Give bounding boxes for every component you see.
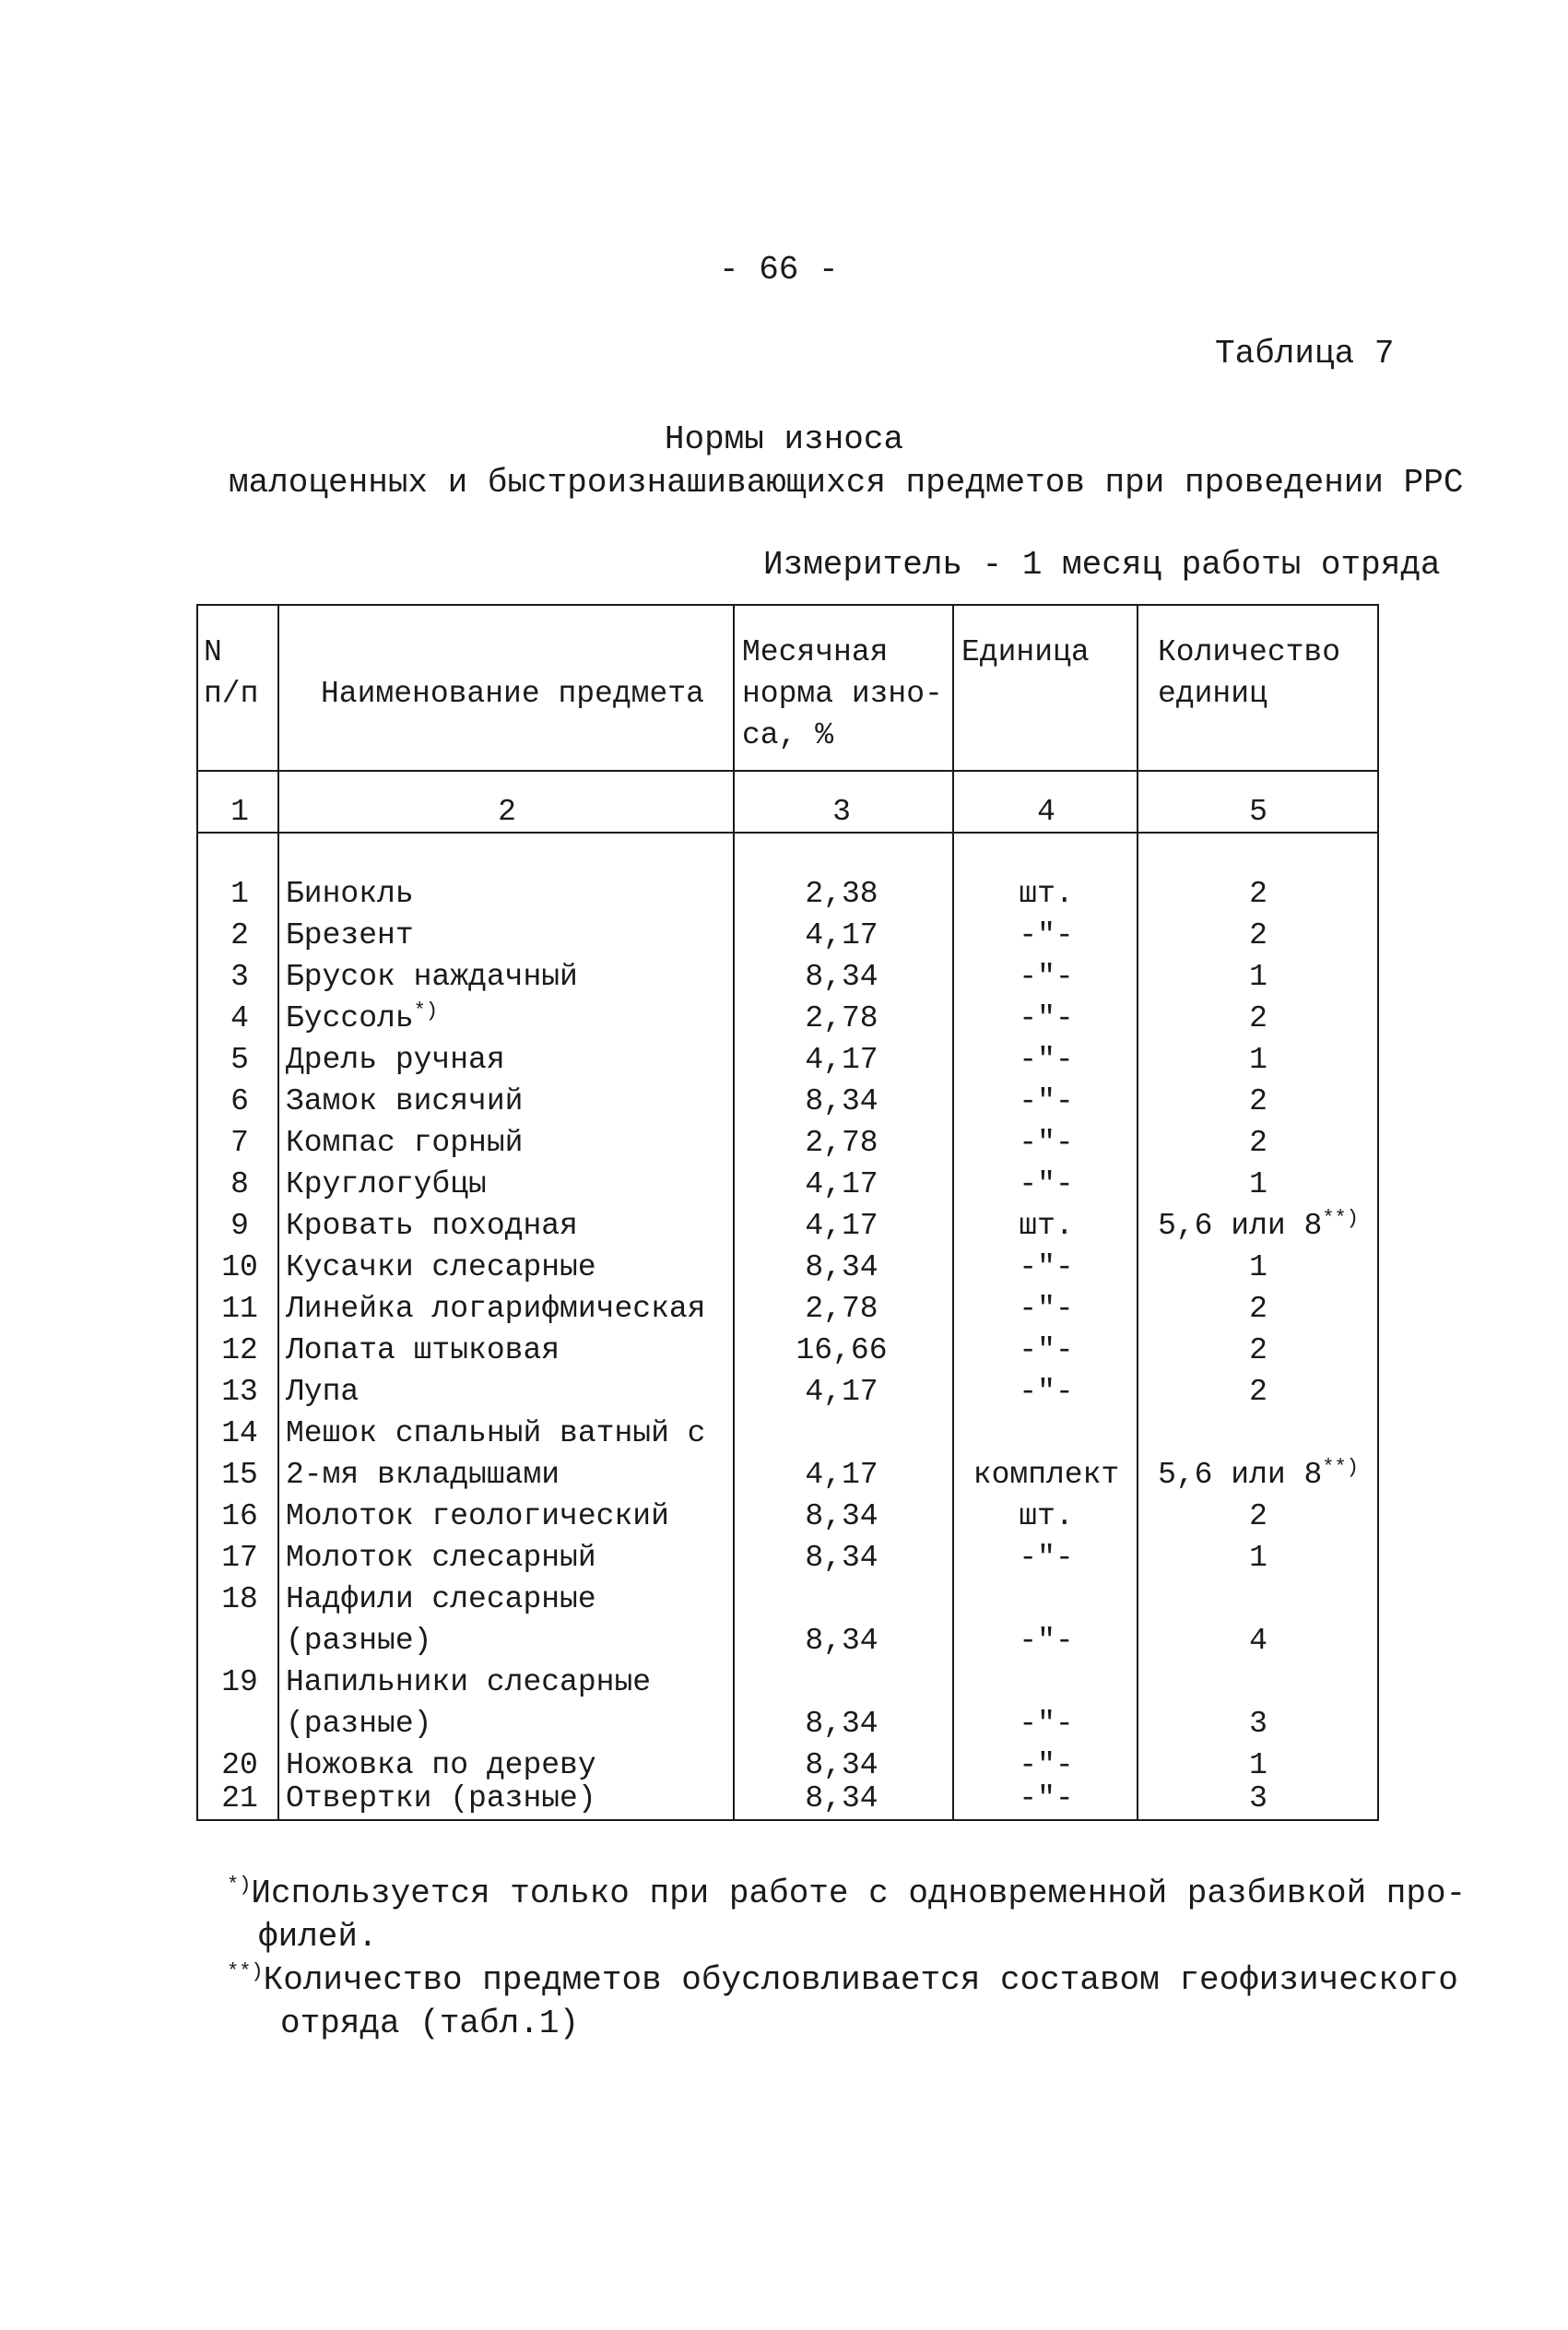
quantity: 3 [1249, 1781, 1267, 1816]
footnote-mark: **) [1322, 1456, 1359, 1479]
table-label: Таблица 7 [1215, 335, 1395, 373]
item-name: Замок висячий [286, 1084, 524, 1118]
monthly-norm: 4,17 [805, 918, 878, 952]
measure-unit-line: Измеритель - 1 месяц работы отряда [763, 546, 1441, 584]
unit: -"- [1019, 1084, 1074, 1118]
item-name: Отвертки (разные) [286, 1781, 596, 1816]
row-number: 13 [221, 1375, 258, 1409]
quantity: 1 [1249, 1250, 1267, 1284]
header-unit: Единица [961, 635, 1090, 669]
row-number: 2 [230, 918, 249, 952]
row-number: 3 [230, 960, 249, 994]
monthly-norm: 8,34 [805, 1250, 878, 1284]
row-number: 8 [230, 1167, 249, 1201]
table-row [196, 873, 1379, 915]
header-monthly-norm: Месячная норма изно- са, % [742, 635, 943, 752]
item-name: Кусачки слесарные [286, 1250, 596, 1284]
monthly-norm: 8,34 [805, 1624, 878, 1658]
monthly-norm: 4,17 [805, 1167, 878, 1201]
monthly-norm: 4,17 [805, 1043, 878, 1077]
monthly-norm: 4,17 [805, 1209, 878, 1243]
quantity-with-note [1139, 1205, 1377, 1247]
quantity: 2 [1249, 1375, 1267, 1409]
header-quantity: Количество единиц [1158, 635, 1341, 711]
quantity: 2 [1249, 918, 1267, 952]
table-row [196, 1247, 1379, 1288]
table-row [196, 1454, 1379, 1496]
table-title-line-1: Нормы износа [664, 420, 904, 458]
monthly-norm: 8,34 [805, 1084, 878, 1118]
row-number: 1 [230, 877, 249, 911]
column-number-1: 1 [230, 795, 249, 829]
footnote-mark: **) [227, 1960, 264, 1983]
table-row [196, 1778, 1379, 1819]
row-number: 9 [230, 1209, 249, 1243]
footnote-1 [227, 1872, 1466, 1915]
row-number: 4 [230, 1001, 249, 1035]
unit: шт. [1019, 1499, 1074, 1533]
unit: -"- [1019, 1126, 1074, 1160]
header-number: N п/п [204, 635, 259, 711]
item-name: (разные) [286, 1707, 432, 1741]
footnote-mark: *) [227, 1874, 252, 1897]
quantity: 4 [1249, 1624, 1267, 1658]
quantity: 1 [1249, 960, 1267, 994]
table-row [196, 1039, 1379, 1081]
item-name: Молоток геологический [286, 1499, 669, 1533]
table-title-line-2: малоценных и быстроизнашивающихся предметов при проведении РРС [229, 464, 1464, 502]
unit: комплект [973, 1458, 1120, 1492]
quantity: 5,6 или 8 [1158, 1209, 1323, 1243]
footnote-text: Количество предметов обусловливается составом геофизического [263, 1961, 1458, 1999]
unit: -"- [1019, 1781, 1074, 1816]
footnote-1-continuation: филей. [258, 1918, 378, 1956]
table-row [196, 1579, 1379, 1620]
row-number: 17 [221, 1541, 258, 1575]
item-name: Надфили слесарные [286, 1582, 596, 1616]
monthly-norm: 8,34 [805, 1781, 878, 1816]
row-number: 19 [221, 1665, 258, 1699]
table-border-bottom [196, 1819, 1379, 1821]
quantity: 1 [1249, 1748, 1267, 1782]
item-name: Линейка логарифмическая [286, 1292, 706, 1326]
row-number: 11 [221, 1292, 258, 1326]
footnote-mark: **) [1322, 1207, 1359, 1230]
unit: -"- [1019, 1043, 1074, 1077]
item-name: Брезент [286, 918, 414, 952]
quantity: 1 [1249, 1043, 1267, 1077]
monthly-norm: 2,38 [805, 877, 878, 911]
footnote-2 [227, 1958, 1458, 2002]
wear-norms-table [196, 604, 1379, 1821]
quantity: 2 [1249, 1126, 1267, 1160]
row-number: 16 [221, 1499, 258, 1533]
monthly-norm: 4,17 [805, 1458, 878, 1492]
row-number: 7 [230, 1126, 249, 1160]
unit: шт. [1019, 1209, 1074, 1243]
table-row [196, 1164, 1379, 1205]
row-number: 21 [221, 1781, 258, 1816]
monthly-norm: 8,34 [805, 1541, 878, 1575]
quantity: 2 [1249, 1333, 1267, 1367]
column-number-5: 5 [1249, 795, 1267, 829]
table-row [196, 1413, 1379, 1454]
quantity: 2 [1249, 877, 1267, 911]
column-number-3: 3 [832, 795, 851, 829]
unit: -"- [1019, 1624, 1074, 1658]
row-number: 15 [221, 1458, 258, 1492]
table-row [196, 1662, 1379, 1703]
item-name: Круглогубцы [286, 1167, 487, 1201]
item-name: Компас горный [286, 1126, 524, 1160]
table-row [196, 998, 1379, 1039]
row-number: 6 [230, 1084, 249, 1118]
page-number: - 66 - [719, 251, 839, 289]
table-row [196, 1537, 1379, 1579]
unit: -"- [1019, 918, 1074, 952]
monthly-norm: 8,34 [805, 1499, 878, 1533]
column-number-2: 2 [498, 795, 516, 829]
unit: -"- [1019, 1375, 1074, 1409]
table-row [196, 1496, 1379, 1537]
table-border-top [196, 604, 1379, 606]
quantity: 2 [1249, 1292, 1267, 1326]
row-number: 10 [221, 1250, 258, 1284]
unit: -"- [1019, 1541, 1074, 1575]
item-name: Молоток слесарный [286, 1541, 596, 1575]
monthly-norm: 16,66 [796, 1333, 888, 1367]
unit: -"- [1019, 960, 1074, 994]
table-row [196, 915, 1379, 956]
monthly-norm: 8,34 [805, 960, 878, 994]
monthly-norm: 8,34 [805, 1707, 878, 1741]
row-number: 18 [221, 1582, 258, 1616]
row-number: 14 [221, 1416, 258, 1450]
table-row [196, 1703, 1379, 1745]
item-name: Буссоль [286, 1001, 414, 1035]
unit: -"- [1019, 1333, 1074, 1367]
item-name: Бинокль [286, 877, 414, 911]
table-row [196, 1205, 1379, 1247]
unit: -"- [1019, 1167, 1074, 1201]
monthly-norm: 2,78 [805, 1001, 878, 1035]
table-row [196, 956, 1379, 998]
monthly-norm: 2,78 [805, 1126, 878, 1160]
unit: шт. [1019, 877, 1074, 911]
quantity: 3 [1249, 1707, 1267, 1741]
item-name: Мешок спальный ватный с [286, 1416, 706, 1450]
monthly-norm: 8,34 [805, 1748, 878, 1782]
column-number-4: 4 [1037, 795, 1055, 829]
quantity: 2 [1249, 1001, 1267, 1035]
unit: -"- [1019, 1001, 1074, 1035]
unit: -"- [1019, 1748, 1074, 1782]
row-number: 20 [221, 1748, 258, 1782]
item-name: Кровать походная [286, 1209, 578, 1243]
column-number-separator [196, 832, 1379, 834]
row-number: 12 [221, 1333, 258, 1367]
table-row [196, 1081, 1379, 1122]
item-name: Ножовка по дереву [286, 1748, 596, 1782]
item-name: Напильники слесарные [286, 1665, 652, 1699]
item-name-with-note [286, 998, 438, 1039]
unit: -"- [1019, 1707, 1074, 1741]
monthly-norm: 4,17 [805, 1375, 878, 1409]
footnote-2-continuation: отряда (табл.1) [280, 2005, 580, 2042]
table-row [196, 1371, 1379, 1413]
unit: -"- [1019, 1250, 1074, 1284]
footnote-mark: *) [413, 999, 439, 1023]
unit: -"- [1019, 1292, 1074, 1326]
item-name: Лупа [286, 1375, 360, 1409]
quantity: 1 [1249, 1541, 1267, 1575]
footnote-text: Используется только при работе с одновременной разбивкой про- [251, 1875, 1467, 1912]
quantity: 2 [1249, 1084, 1267, 1118]
table-row [196, 1288, 1379, 1330]
item-name: Дрель ручная [286, 1043, 505, 1077]
table-row [196, 1330, 1379, 1371]
quantity: 1 [1249, 1167, 1267, 1201]
item-name: Брусок наждачный [286, 960, 578, 994]
row-number: 5 [230, 1043, 249, 1077]
quantity-with-note [1139, 1454, 1377, 1496]
quantity: 5,6 или 8 [1158, 1458, 1323, 1492]
item-name: Лопата штыковая [286, 1333, 560, 1367]
table-row [196, 1620, 1379, 1662]
header-separator [196, 770, 1379, 772]
monthly-norm: 2,78 [805, 1292, 878, 1326]
item-name: (разные) [286, 1624, 432, 1658]
table-row [196, 1122, 1379, 1164]
header-item-name: Наименование предмета [321, 677, 704, 711]
quantity: 2 [1249, 1499, 1267, 1533]
item-name: 2-мя вкладышами [286, 1458, 560, 1492]
